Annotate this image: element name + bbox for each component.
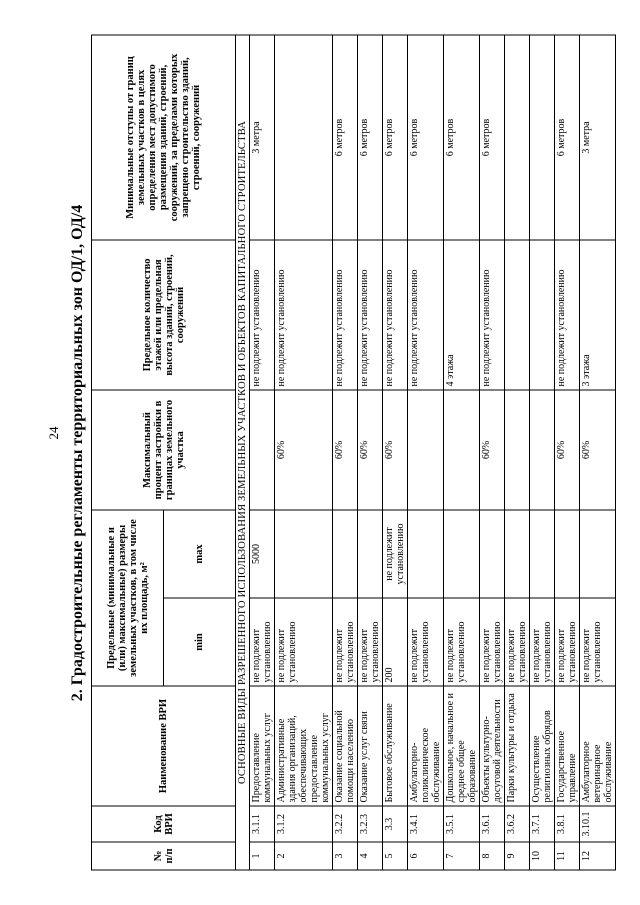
cell-max xyxy=(580,509,616,597)
cell-percent: 60% xyxy=(333,389,358,509)
cell-setback xyxy=(275,34,333,239)
cell-percent xyxy=(530,389,555,509)
cell-num: 2 xyxy=(275,842,333,870)
cell-min: не подлежит установлению xyxy=(530,598,555,686)
cell-max xyxy=(480,509,505,597)
cell-name: Осуществление религиозных обрядов xyxy=(530,686,555,806)
cell-num: 6 xyxy=(408,842,444,870)
cell-floors: не подлежит установлению xyxy=(333,239,358,389)
header-min: min xyxy=(164,598,236,686)
cell-percent: 60% xyxy=(358,389,383,509)
rotated-page xyxy=(65,35,614,870)
cell-name: Предоставление коммунальных услуг xyxy=(250,686,275,806)
cell-setback: 6 метров xyxy=(480,34,505,239)
cell-percent xyxy=(505,389,530,509)
cell-code: 3.8.1 xyxy=(555,806,580,842)
cell-setback: 6 метров xyxy=(358,34,383,239)
header-setback: Минимальные отступы от границ земельных участков в целях определения мест допустимого размещения зданий, строений, сооружений, за пределами которых запрещено строительство зданий, строений, сооружений xyxy=(92,34,236,239)
cell-max: 5000 xyxy=(250,509,275,597)
cell-percent: 60% xyxy=(480,389,505,509)
cell-floors: 4 этажа xyxy=(444,239,480,389)
cell-percent: 60% xyxy=(555,389,580,509)
cell-name: Амбулаторное ветеринарное обслуживание xyxy=(580,686,616,806)
cell-num: 10 xyxy=(530,842,555,870)
cell-min: не подлежит установлению xyxy=(275,598,333,686)
document-title: 2. Градостроительные регламенты территориальных зон ОД/1, ОД/4 xyxy=(69,204,86,701)
cell-name: Административные здания организаций, обеспечивающих предоставление коммунальных услуг xyxy=(275,686,333,806)
cell-code: 3.5.1 xyxy=(444,806,480,842)
cell-percent: 60% xyxy=(383,389,408,509)
header-row xyxy=(92,34,164,869)
cell-min: не подлежит установлению xyxy=(250,598,275,686)
cell-setback: 3 метра xyxy=(250,34,275,239)
cell-floors: не подлежит установлению xyxy=(358,239,383,389)
cell-code: 3.2.3 xyxy=(358,806,383,842)
cell-code: 3.2.2 xyxy=(333,806,358,842)
cell-num: 9 xyxy=(505,842,530,870)
cell-floors: 3 этажа xyxy=(580,239,616,389)
cell-name: Оказание услуг связи xyxy=(358,686,383,806)
cell-code: 3.4.1 xyxy=(408,806,444,842)
section-row xyxy=(236,34,250,869)
cell-setback xyxy=(505,34,530,239)
cell-min: 200 xyxy=(383,598,408,686)
cell-name: Оказание социальной помощи населению xyxy=(333,686,358,806)
cell-name: Бытовое обслуживание xyxy=(383,686,408,806)
cell-floors: не подлежит установлению xyxy=(250,239,275,389)
cell-min: не подлежит установлению xyxy=(408,598,444,686)
cell-min: не подлежит установлению xyxy=(444,598,480,686)
cell-max: не подлежит установлению xyxy=(383,509,408,597)
table-row xyxy=(408,34,444,869)
cell-floors xyxy=(505,239,530,389)
cell-setback: 6 метров xyxy=(444,34,480,239)
cell-setback: 6 метров xyxy=(333,34,358,239)
cell-num: 4 xyxy=(358,842,383,870)
cell-code: 3.10.1 xyxy=(580,806,616,842)
header-code: Код ВРИ xyxy=(92,806,236,842)
table-row xyxy=(580,34,616,869)
cell-name: Государственное управление xyxy=(555,686,580,806)
cell-num: 5 xyxy=(383,842,408,870)
cell-code: 3.7.1 xyxy=(530,806,555,842)
cell-setback: 6 метров xyxy=(555,34,580,239)
cell-percent: 60% xyxy=(275,389,333,509)
cell-max xyxy=(358,509,383,597)
table-row xyxy=(444,34,480,869)
cell-max xyxy=(275,509,333,597)
header-floors: Предельное количество этажей или предельная высота зданий, строений, сооружений xyxy=(92,239,236,389)
header-num: № п/п xyxy=(92,842,236,870)
table-row xyxy=(250,34,275,869)
table-row xyxy=(480,34,505,869)
cell-min: не подлежит установлению xyxy=(555,598,580,686)
cell-min: не подлежит установлению xyxy=(480,598,505,686)
cell-code: 3.1.2 xyxy=(275,806,333,842)
cell-num: 8 xyxy=(480,842,505,870)
cell-max xyxy=(530,509,555,597)
cell-code: 3.1.1 xyxy=(250,806,275,842)
cell-num: 7 xyxy=(444,842,480,870)
cell-setback: 6 метров xyxy=(408,34,444,239)
header-percent: Максимальный процент застройки в границах земельного участка xyxy=(92,389,236,509)
cell-setback xyxy=(530,34,555,239)
cell-max xyxy=(555,509,580,597)
cell-setback: 3 метра xyxy=(580,34,616,239)
cell-name: Амбулаторно-поликлиническое обслуживание xyxy=(408,686,444,806)
table-row xyxy=(275,34,333,869)
cell-setback: 6 метров xyxy=(383,34,408,239)
regulations-table xyxy=(91,34,616,870)
cell-floors xyxy=(530,239,555,389)
header-max: max xyxy=(164,509,236,597)
header-name: Наименование ВРИ xyxy=(92,686,236,806)
cell-floors: не подлежит установлению xyxy=(480,239,505,389)
cell-floors: не подлежит установлению xyxy=(275,239,333,389)
cell-floors: не подлежит установлению xyxy=(383,239,408,389)
table-row xyxy=(333,34,358,869)
section-title: ОСНОВНЫЕ ВИДЫ РАЗРЕШЕННОГО ИСПОЛЬЗОВАНИЯ ЗЕМЕЛЬНЫХ УЧАСТКОВ И ОБЪЕКТОВ КАПИТАЛЬНОГО СТРОИТЕЛЬСТВА xyxy=(236,34,250,869)
table-row xyxy=(383,34,408,869)
page-number: 24 xyxy=(46,426,61,440)
cell-percent xyxy=(250,389,275,509)
cell-max xyxy=(505,509,530,597)
table-row xyxy=(505,34,530,869)
cell-floors: не подлежит установлению xyxy=(555,239,580,389)
cell-max xyxy=(408,509,444,597)
cell-percent xyxy=(444,389,480,509)
table-row xyxy=(530,34,555,869)
cell-num: 12 xyxy=(580,842,616,870)
cell-max xyxy=(444,509,480,597)
cell-max xyxy=(333,509,358,597)
cell-floors: не подлежит установлению xyxy=(408,239,444,389)
cell-name: Парки культуры и отдыха xyxy=(505,686,530,806)
cell-name: Дошкольное, начальное и среднее общее образование xyxy=(444,686,480,806)
table-row xyxy=(358,34,383,869)
cell-code: 3.3 xyxy=(383,806,408,842)
cell-min: не подлежит установлению xyxy=(333,598,358,686)
cell-name: Объекты культурно-досуговой деятельности xyxy=(480,686,505,806)
cell-num: 11 xyxy=(555,842,580,870)
cell-min: не подлежит установлению xyxy=(580,598,616,686)
cell-percent: 60% xyxy=(580,389,616,509)
cell-min: не подлежит установлению xyxy=(358,598,383,686)
header-size: Предельные (минимальные и (или) максимальные) размеры земельных участков, в том числе их площадь, м² xyxy=(92,509,164,685)
table-row xyxy=(555,34,580,869)
cell-num: 1 xyxy=(250,842,275,870)
cell-num: 3 xyxy=(333,842,358,870)
cell-percent xyxy=(408,389,444,509)
cell-code: 3.6.1 xyxy=(480,806,505,842)
cell-min: не подлежит установлению xyxy=(505,598,530,686)
cell-code: 3.6.2 xyxy=(505,806,530,842)
